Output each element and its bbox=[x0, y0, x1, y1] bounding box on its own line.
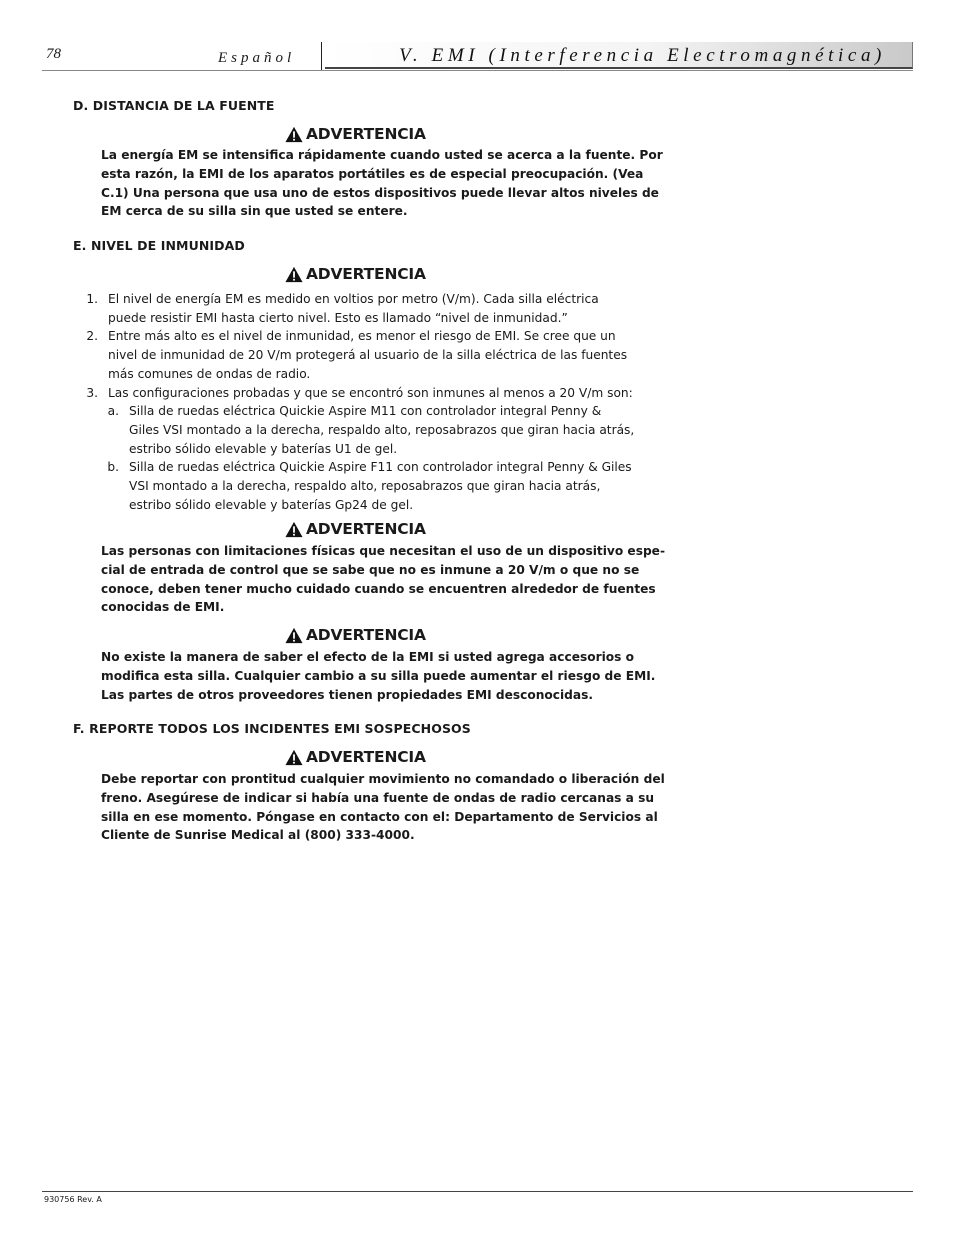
text-line: puede resistir EMI hasta cierto nivel. Esto es llamado “nivel de inmunidad.” bbox=[108, 310, 568, 325]
text-line: C.1) Una persona que usa uno de estos dispositivos puede llevar altos niveles de bbox=[101, 185, 659, 200]
warning-triangle-icon bbox=[285, 521, 303, 538]
text-line: estribo sólido elevable y baterías U1 de gel. bbox=[129, 441, 398, 456]
text-line: No existe la manera de saber el efecto de la EMI si usted agrega accesorios o bbox=[101, 650, 635, 664]
text-line: más comunes de ondas de radio. bbox=[108, 366, 311, 381]
warning-label: ADVERTENCIA bbox=[306, 125, 426, 143]
text-line: EM cerca de su silla sin que usted se entere. bbox=[101, 204, 408, 219]
sublist-letter: b. bbox=[107, 460, 119, 474]
sublist-item bbox=[129, 458, 632, 514]
text-line: Entre más alto es el nivel de inmunidad, es menor el riesgo de EMI. Se cree que un bbox=[108, 329, 616, 343]
text-line: freno. Asegúrese de indicar si había una fuente de ondas de radio cercanas a su bbox=[101, 790, 655, 805]
text-line: VSI montado a la derecha, respaldo alto, reposabrazos que giran hacia atrás, bbox=[129, 478, 601, 493]
warning-heading bbox=[285, 261, 426, 283]
text-line: Las partes de otros proveedores tienen propiedades EMI desconocidas. bbox=[101, 687, 593, 702]
heading-distancia: D. DISTANCIA DE LA FUENTE bbox=[73, 98, 275, 113]
heading-nivel-inmunidad: E. NIVEL DE INMUNIDAD bbox=[73, 238, 245, 253]
text-line: esta razón, la EMI de los aparatos portátiles es de especial preocupación. (Vea bbox=[101, 166, 644, 181]
warning-triangle-icon bbox=[285, 749, 303, 766]
section-title: V. EMI (Interferencia Electromagnética) bbox=[399, 45, 886, 66]
text-line: nivel de inmunidad de 20 V/m protegerá al usuario de la silla eléctrica de las fuentes bbox=[108, 347, 628, 362]
header-divider bbox=[321, 42, 322, 70]
text-line: cial de entrada de control que se sabe que no es inmune a 20 V/m o que no se bbox=[101, 562, 640, 577]
text-line: modifica esta silla. Cualquier cambio a su silla puede aumentar el riesgo de EMI. bbox=[101, 668, 656, 683]
list-item bbox=[108, 327, 627, 383]
text-line: La energía EM se intensifica rápidamente cuando usted se acerca a la fuente. Por bbox=[101, 148, 663, 162]
text-line: Las configuraciones probadas y que se encontró son inmunes al menos a 20 V/m son: bbox=[108, 386, 633, 400]
warning-text-accesorios bbox=[101, 648, 656, 704]
warning-label: ADVERTENCIA bbox=[306, 626, 426, 644]
text-line: Debe reportar con prontitud cualquier movimiento no comandado o liberación del bbox=[101, 772, 665, 786]
page-number: 78 bbox=[46, 46, 61, 62]
header-rule bbox=[42, 70, 913, 71]
warning-triangle-icon bbox=[285, 126, 303, 143]
sublist-item bbox=[129, 402, 634, 458]
warning-label: ADVERTENCIA bbox=[306, 520, 426, 538]
warning-text-distancia bbox=[101, 146, 663, 221]
warning-triangle-icon bbox=[285, 266, 303, 283]
list-number: 1. bbox=[86, 292, 98, 306]
list-item bbox=[108, 290, 599, 328]
page-header bbox=[42, 40, 913, 72]
text-line: El nivel de energía EM es medido en voltios por metro (V/m). Cada silla eléctrica bbox=[108, 292, 599, 306]
text-line: conocidas de EMI. bbox=[101, 600, 225, 615]
list-item bbox=[108, 384, 633, 403]
warning-heading bbox=[285, 622, 426, 644]
text-line: estribo sólido elevable y baterías Gp24 de gel. bbox=[129, 497, 414, 512]
footer-rule bbox=[42, 1191, 913, 1192]
warning-text-limitaciones bbox=[101, 542, 666, 617]
heading-reporte-incidentes: F. REPORTE TODOS LOS INCIDENTES EMI SOSPECHOSOS bbox=[73, 721, 471, 736]
sublist-letter: a. bbox=[107, 404, 119, 418]
text-line: Cliente de Sunrise Medical al (800) 333-4000. bbox=[101, 828, 415, 843]
text-line: Silla de ruedas eléctrica Quickie Aspire F11 con controlador integral Penny & Giles bbox=[129, 460, 632, 474]
text-line: silla en ese momento. Póngase en contacto con el: Departamento de Servicios al bbox=[101, 809, 658, 824]
text-line: Silla de ruedas eléctrica Quickie Aspire M11 con controlador integral Penny & bbox=[129, 404, 602, 418]
document-number: 930756 Rev. A bbox=[44, 1195, 102, 1204]
warning-heading bbox=[285, 516, 426, 538]
warning-label: ADVERTENCIA bbox=[306, 748, 426, 766]
warning-triangle-icon bbox=[285, 627, 303, 644]
list-number: 2. bbox=[86, 329, 98, 343]
warning-label: ADVERTENCIA bbox=[306, 265, 426, 283]
text-line: conoce, deben tener mucho cuidado cuando se encuentren alrededor de fuentes bbox=[101, 581, 656, 596]
warning-heading bbox=[285, 121, 426, 143]
section-title-band bbox=[325, 42, 913, 69]
list-number: 3. bbox=[86, 386, 98, 400]
text-line: Giles VSI montado a la derecha, respaldo alto, reposabrazos que giran hacia atrás, bbox=[129, 422, 635, 437]
text-line: Las personas con limitaciones físicas que necesitan el uso de un dispositivo espe- bbox=[101, 544, 666, 558]
language-label: Español bbox=[218, 50, 296, 66]
warning-heading bbox=[285, 744, 426, 766]
warning-text-reporte bbox=[101, 770, 665, 845]
